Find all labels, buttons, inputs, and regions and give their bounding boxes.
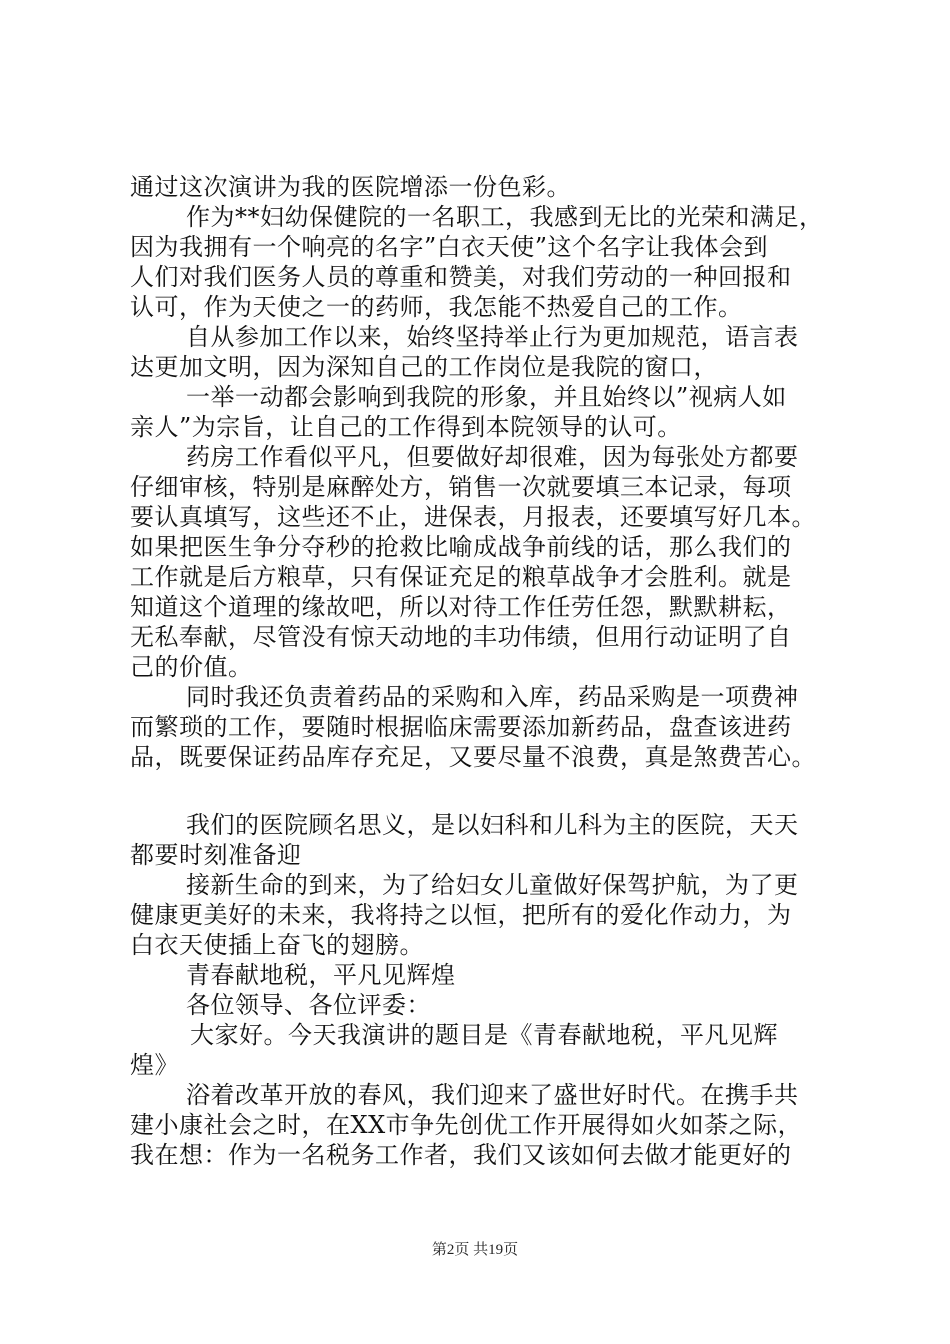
text-line: 建小康社会之时，在XX市争先创优工作开展得如火如荼之际， <box>130 1111 803 1139</box>
text-line: 通过这次演讲为我的医院增添一份色彩。 <box>130 173 571 201</box>
text-line: 接新生命的到来，为了给妇女儿童做好保驾护航，为了更 <box>186 871 799 899</box>
text-line: 浴着改革开放的春风，我们迎来了盛世好时代。在携手共 <box>186 1081 799 1109</box>
text-line: 而繁琐的工作，要随时根据临床需要添加新药品，盘查该进药 <box>130 713 792 741</box>
page-footer: 第2页 共19页 <box>431 1242 519 1258</box>
text-line: 无私奉献，尽管没有惊天动地的丰功伟绩，但用行动证明了自 <box>130 623 792 651</box>
paragraph-gap <box>130 772 850 810</box>
text-line: 都要时刻准备迎 <box>130 841 302 869</box>
text-line: 仔细审核，特别是麻醉处方，销售一次就要填三本记录，每项 <box>130 473 792 501</box>
text-line: 我在想：作为一名税务工作者，我们又该如何去做才能更好的 <box>130 1141 792 1169</box>
text-line: 各位领导、各位评委： <box>186 991 431 1019</box>
text-line: 一举一动都会影响到我院的形象，并且始终以”视病人如 <box>186 383 787 411</box>
text-line: 健康更美好的未来，我将持之以恒，把所有的爱化作动力，为 <box>130 901 792 929</box>
text-line: 自从参加工作以来，始终坚持举止行为更加规范，语言表 <box>186 323 799 351</box>
text-line: 大家好。今天我演讲的题目是《青春献地税，平凡见辉 <box>190 1021 778 1049</box>
text-line: 白衣天使插上奋飞的翅膀。 <box>130 931 424 959</box>
text-line: 人们对我们医务人员的尊重和赞美，对我们劳动的一种回报和 <box>130 263 792 291</box>
text-line: 作为**妇幼保健院的一名职工，我感到无比的光荣和满足， <box>186 203 824 231</box>
body-text <box>130 172 850 1170</box>
text-line: 认可，作为天使之一的药师，我怎能不热爱自己的工作。 <box>130 293 743 321</box>
text-line: 知道这个道理的缘故吧，所以对待工作任劳任怨，默默耕耘， <box>130 593 792 621</box>
text-line: 煌》 <box>130 1051 179 1079</box>
text-line: 亲人”为宗旨，让自己的工作得到本院领导的认可。 <box>130 413 682 441</box>
text-line: 因为我拥有一个响亮的名字”白衣天使”这个名字让我体会到 <box>130 233 769 261</box>
text-line: 青春献地税，平凡见辉煌 <box>186 961 456 989</box>
text-line: 我们的医院顾名思义，是以妇科和儿科为主的医院，天天 <box>186 811 799 839</box>
text-line: 同时我还负责着药品的采购和入库，药品采购是一项费神 <box>186 683 799 711</box>
text-line: 己的价值。 <box>130 653 253 681</box>
text-line: 工作就是后方粮草，只有保证充足的粮草战争才会胜利。就是 <box>130 563 792 591</box>
text-line: 药房工作看似平凡，但要做好却很难，因为每张处方都要 <box>186 443 799 471</box>
text-line: 达更加文明，因为深知自己的工作岗位是我院的窗口， <box>130 353 718 381</box>
text-line: 品，既要保证药品库存充足，又要尽量不浪费，真是煞费苦心。 <box>130 743 816 771</box>
text-line: 要认真填写，这些还不止，进保表，月报表，还要填写好几本。 <box>130 503 816 531</box>
text-line: 如果把医生争分夺秒的抢救比喻成战争前线的话，那么我们的 <box>130 533 792 561</box>
